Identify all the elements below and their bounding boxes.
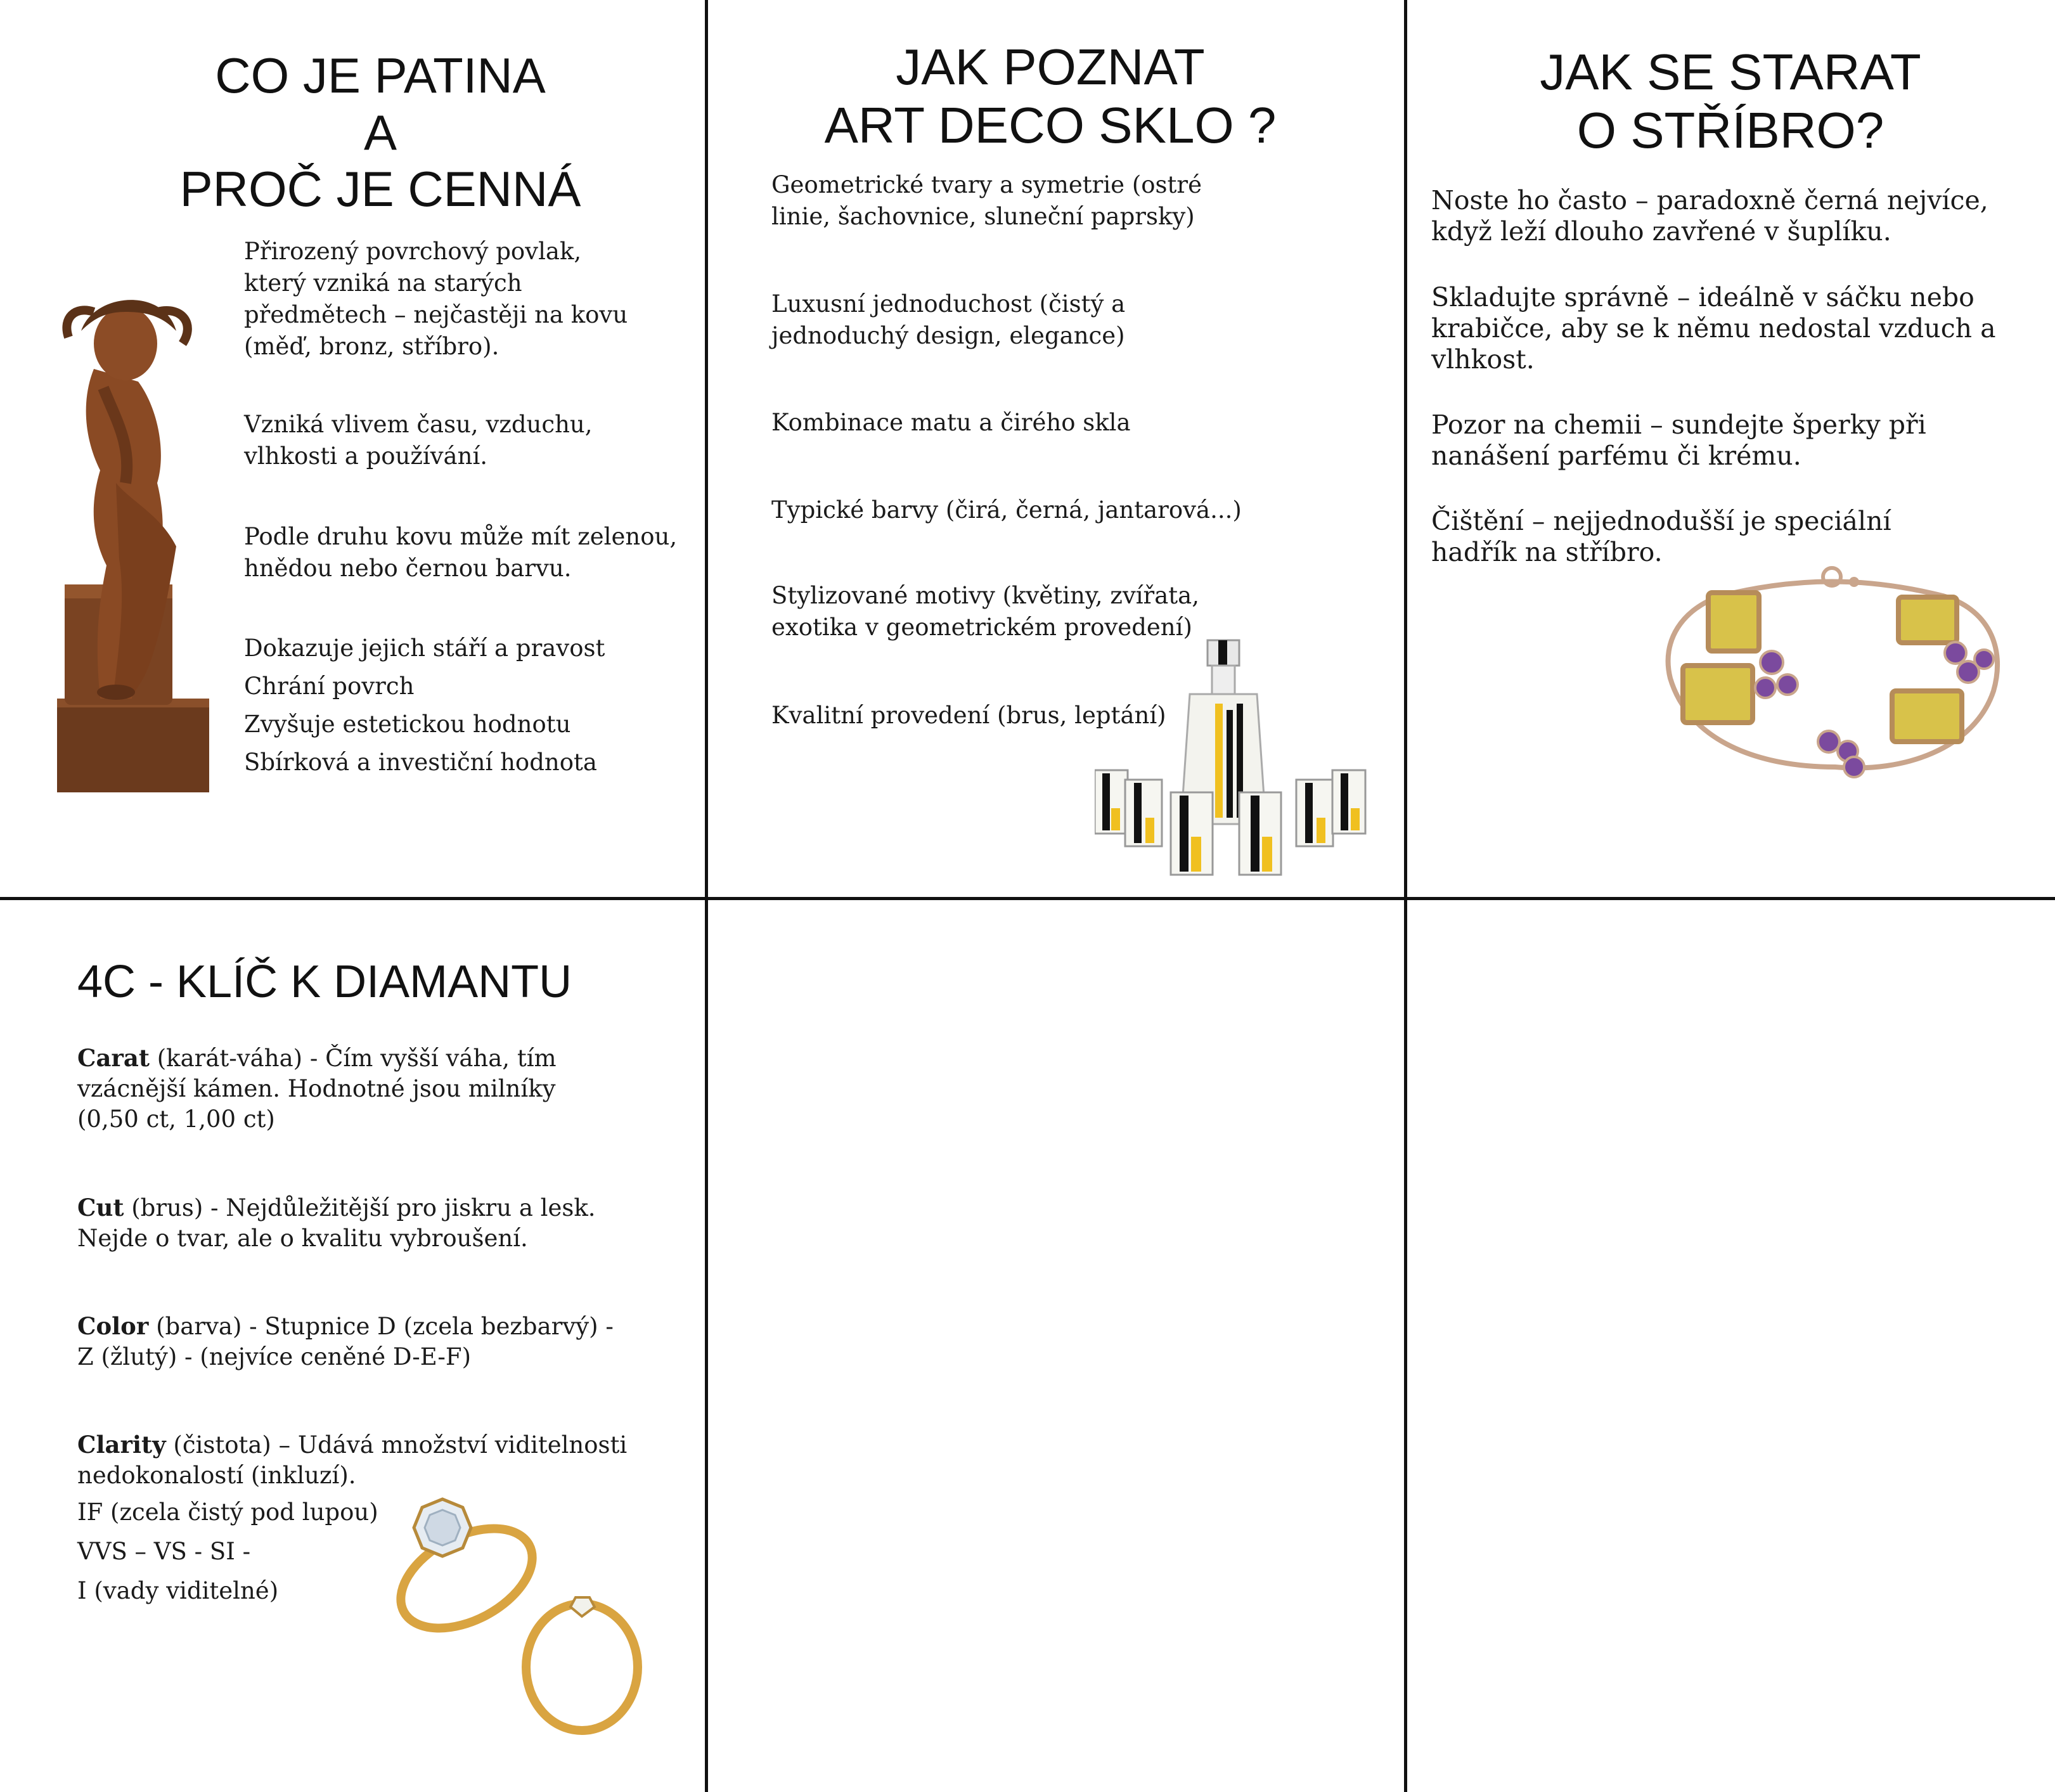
panel-art-deco: [708, 0, 1404, 897]
benefit-item: Chrání povrch: [244, 673, 415, 700]
title-line: O STŘÍBRO?: [1576, 102, 1884, 158]
title-line: JAK POZNAT: [896, 39, 1205, 95]
panel-silver-care-title: [1445, 43, 2016, 160]
silver-bracelet-icon: [1651, 558, 2025, 799]
silver-care-item: Noste ho často – paradoxně černá nejvíce, když leží dlouho zavřené v šuplíku.: [1431, 185, 1988, 247]
panel-patina-title: [139, 48, 621, 218]
4c-term: Color: [77, 1312, 149, 1340]
silver-care-item: Skladujte správně – ideálně v sáčku nebo krabičce, aby se k němu nedostal vzduch a vlhkost.: [1431, 282, 1996, 375]
patina-definition: Přirozený povrchový povlak, který vzniká na starých předmětech – nejčastěji na kovu (měď, bronz, stříbro).: [244, 238, 628, 360]
panel-art-deco-title: [746, 38, 1355, 155]
diamond-rings-icon: [392, 1490, 645, 1743]
4c-item-carat: [77, 1043, 584, 1135]
4c-description: (brus) - Nejdůležitější pro jiskru a lesk. Nejde o tvar, ale o kvalitu vybroušení.: [77, 1194, 596, 1252]
panel-empty-middle: [708, 900, 1404, 1792]
panel-4c-title: 4C - KLÍČ K DIAMANTU: [77, 957, 572, 1007]
art-deco-item: Kvalitní provedení (brus, leptání): [771, 702, 1166, 729]
art-deco-item: Kombinace matu a čirého skla: [771, 409, 1131, 436]
4c-description: (barva) - Stupnice D (zcela bezbarvý) - Z (žlutý) - (nejvíce ceněné D-E-F): [77, 1313, 614, 1370]
4c-term: Clarity: [77, 1431, 166, 1459]
panel-silver-care: [1407, 0, 2055, 897]
benefit-item: Dokazuje jejich stáří a pravost: [244, 635, 605, 662]
panel-4c-diamond: [0, 900, 705, 1792]
4c-description: (karát-váha) - Čím vyšší váha, tím vzácnější kámen. Hodnotné jsou milníky (0,50 ct, 1,00 ct): [77, 1045, 557, 1133]
clarity-grades: [77, 1497, 432, 1615]
art-deco-glass-set-icon: [1095, 634, 1374, 881]
clarity-grade: VVS – VS - SI -: [77, 1538, 251, 1565]
4c-item-cut: [77, 1192, 616, 1254]
clarity-grade: I (vady viditelné): [77, 1577, 279, 1604]
art-deco-item: Typické barvy (čirá, černá, jantarová...): [771, 496, 1242, 524]
4c-description: (čistota) – Udává množství viditelnosti nedokonalostí (inkluzí).: [77, 1431, 628, 1489]
4c-term: Cut: [77, 1194, 124, 1222]
patina-benefits: [244, 633, 688, 785]
patina-origin: Vzniká vlivem času, vzduchu, vlhkosti a používání.: [244, 411, 593, 470]
title-line: PROČ JE CENNÁ: [179, 161, 581, 217]
title-line: JAK SE STARAT: [1540, 44, 1921, 100]
4c-term: Carat: [77, 1044, 150, 1072]
benefit-item: Sbírková a investiční hodnota: [244, 749, 597, 776]
silver-care-item: Čištění – nejjednodušší je speciální hadřík na stříbro.: [1431, 506, 1891, 567]
panel-empty-right: [1407, 900, 2055, 1792]
silver-care-item: Pozor na chemii – sundejte šperky při nanášení parfému či krému.: [1431, 409, 1926, 471]
benefit-item: Zvyšuje estetickou hodnotu: [244, 711, 571, 738]
title-line: CO JE PATINA: [215, 48, 546, 103]
clarity-grade: IF (zcela čistý pod lupou): [77, 1499, 378, 1526]
art-deco-item: Stylizované motivy (květiny, zvířata, exotika v geometrickém provedení): [771, 582, 1199, 641]
bronze-statue-icon: [56, 293, 214, 795]
title-line: A: [363, 104, 397, 160]
4c-item-clarity: [77, 1429, 635, 1491]
title-line: ART DECO SKLO ?: [824, 97, 1277, 153]
art-deco-item: Geometrické tvary a symetrie (ostré linie, šachovnice, sluneční paprsky): [771, 171, 1202, 230]
patina-colors: Podle druhu kovu může mít zelenou, hnědou nebo černou barvu.: [244, 523, 678, 582]
art-deco-item: Luxusní jednoduchost (čistý a jednoduchý design, elegance): [771, 290, 1126, 349]
panel-patina: [0, 0, 705, 897]
4c-item-color: [77, 1311, 629, 1372]
